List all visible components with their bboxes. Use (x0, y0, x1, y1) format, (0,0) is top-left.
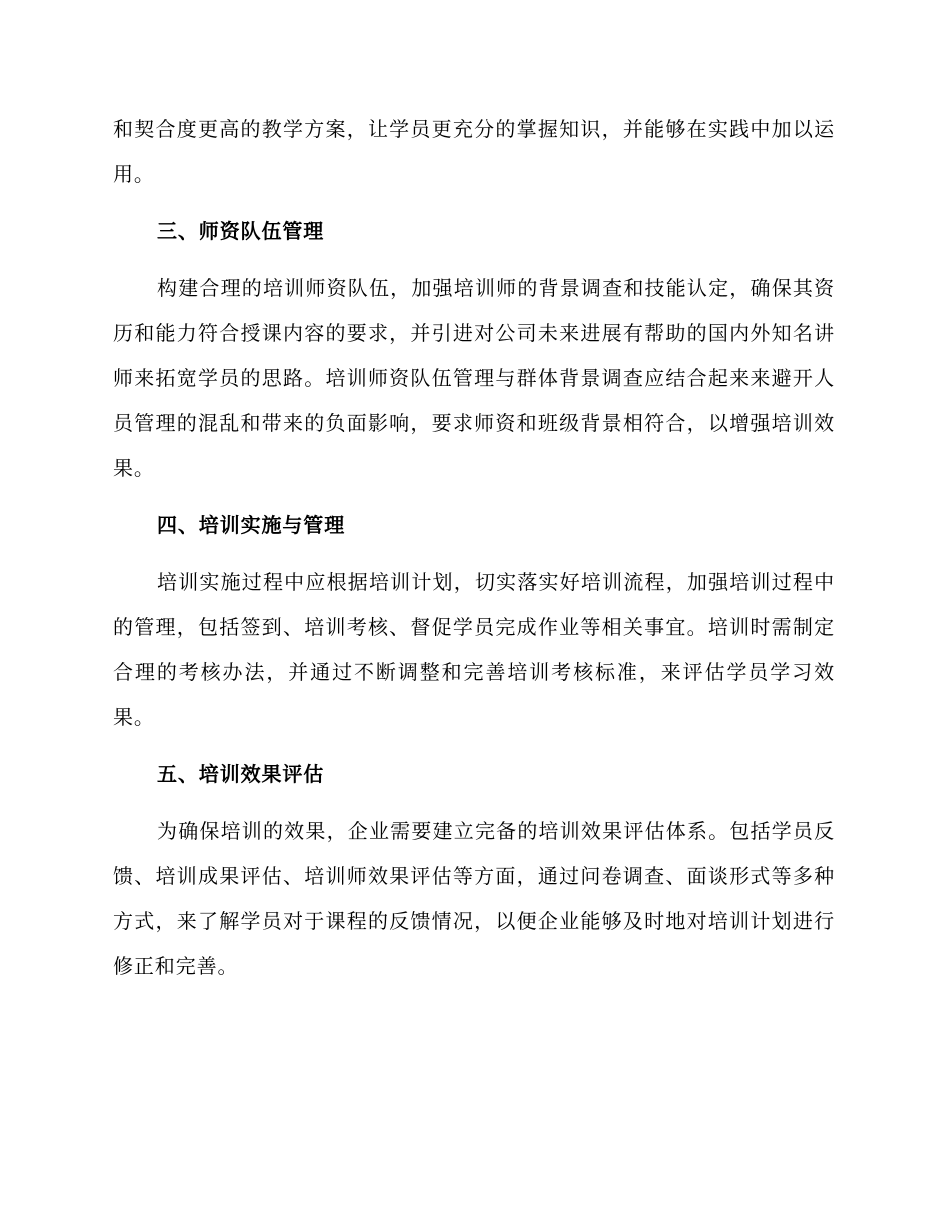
document-content (113, 107, 835, 989)
section-body-faculty: 构建合理的培训师资队伍，加强培训师的背景调查和技能认定，确保其资历和能力符合授课内容的要求，并引进对公司未来进展有帮助的国内外知名讲师来拓宽学员的思路。培训师资队伍管理与群体背景调查应结合起来来避开人员管理的混乱和带来的负面影响，要求师资和班级背景相符合，以增强培训效果。 (113, 276, 835, 480)
section-heading-faculty: 三、师资队伍管理 (157, 219, 325, 243)
intro-paragraph: 和契合度更高的教学方案，让学员更充分的掌握知识，并能够在实践中加以运用。 (113, 117, 835, 186)
section-heading-evaluation: 五、培训效果评估 (157, 762, 325, 786)
section-body-implementation: 培训实施过程中应根据培训计划，切实落实好培训流程，加强培训过程中的管理，包括签到、培训考核、督促学员完成作业等相关事宜。培训时需制定合理的考核办法，并通过不断调整和完善培训考核标准，来评估学员学习效果。 (113, 570, 835, 729)
section-body-evaluation: 为确保培训的效果，企业需要建立完备的培训效果评估体系。包括学员反馈、培训成果评估、培训师效果评估等方面，通过问卷调查、面谈形式等多种方式，来了解学员对于课程的反馈情况，以便企业能够及时地对培训计划进行修正和完善。 (113, 819, 835, 978)
section-heading-implementation: 四、培训实施与管理 (157, 513, 346, 537)
